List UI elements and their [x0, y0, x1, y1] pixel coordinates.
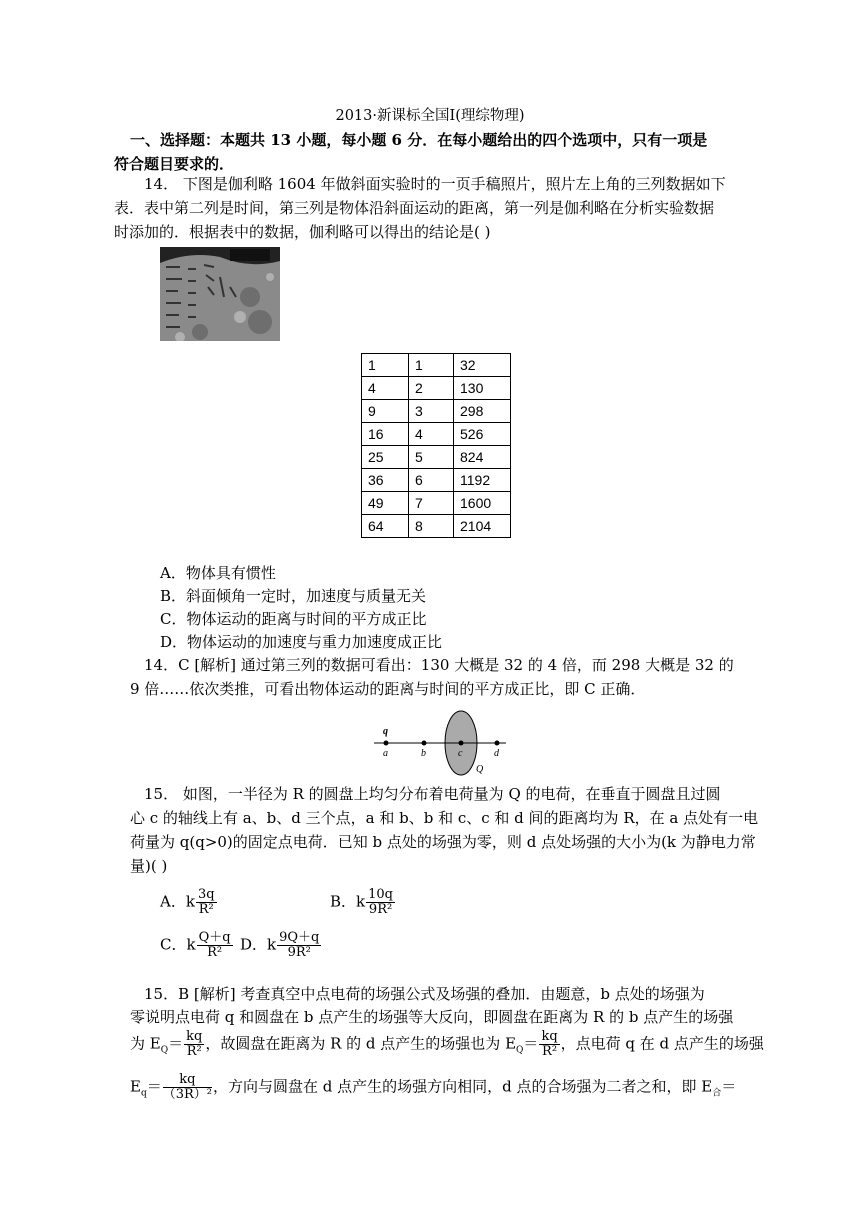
q14-option-b: B．斜面倾角一定时，加速度与质量无关 — [160, 587, 427, 605]
table-cell: 16 — [362, 423, 409, 446]
table-cell: 5 — [409, 446, 454, 469]
table-cell: 49 — [362, 492, 409, 515]
q15-line2: 心 c 的轴线上有 a、b、d 三个点，a 和 b、b 和 c、c 和 d 间的距离均为 R，在 a 点处有一电 — [130, 809, 759, 827]
q14-option-d: D．物体运动的加速度与重力加速度成正比 — [160, 633, 443, 651]
table-cell: 130 — [454, 377, 511, 400]
table-cell: 7 — [409, 492, 454, 515]
table-cell: 526 — [454, 423, 511, 446]
label-q: q — [383, 726, 388, 737]
table-cell: 1192 — [454, 469, 511, 492]
table-cell: 64 — [362, 515, 409, 538]
table-row — [362, 423, 511, 446]
table-cell: 2 — [409, 377, 454, 400]
q14-option-c: C．物体运动的距离与时间的平方成正比 — [160, 610, 427, 628]
table-row — [362, 354, 511, 377]
section-header-line1: 一、选择题：本题共 13 小题，每小题 6 分．在每小题给出的四个选项中，只有一项是 — [130, 131, 708, 149]
table-cell: 3 — [409, 400, 454, 423]
q15-line3: 荷量为 q(q>0)的固定点电荷．已知 b 点处的场强为零，则 d 点处场强的大小为(k 为静电力常 — [130, 833, 756, 851]
table-cell: 25 — [362, 446, 409, 469]
q14-line2: 表．表中第二列是时间，第三列是物体沿斜面运动的距离，第一列是伽利略在分析实验数据 — [114, 199, 715, 217]
label-d: d — [494, 748, 499, 759]
table-cell: 1 — [409, 354, 454, 377]
q15-option-d: D．k $\frac{9Q+q}{\text{9R²}}$ — [240, 930, 320, 960]
q14-line1: 14． 下图是伽利略 1604 年做斜面实验时的一页手稿照片，照片左上角的三列数据如下 — [144, 175, 726, 193]
q15-option-b: B．k $\frac{10q}{\text{9R²}}$ — [330, 887, 393, 917]
table-cell: 36 — [362, 469, 409, 492]
table-row — [362, 377, 511, 400]
q14-answer-line1: 14．C [解析] 通过第三列的数据可看出：130 大概是 32 的 4 倍，而 298 大概是 32 的 — [144, 656, 734, 674]
q14-option-a: A．物体具有惯性 — [160, 564, 276, 582]
q15-answer-line1: 15．B [解析] 考查真空中点电荷的场强公式及场强的叠加．由题意，b 点处的场强为 — [144, 985, 705, 1003]
label-Q: Q — [476, 764, 484, 775]
q15-line1: 15． 如图，一半径为 R 的圆盘上均匀分布着电荷量为 Q 的电荷，在垂直于圆盘且过圆 — [144, 785, 721, 803]
manuscript-photo — [160, 247, 280, 341]
table-cell: 1 — [362, 354, 409, 377]
q15-answer-line4: $E_q=$ $\frac{kq}{\text{（3R）²}}$ ，方向与圆盘在 d 点产生的场强方向相同，d 点的合场强为二者之和，即 $E_合=$ — [130, 1072, 737, 1102]
table-cell: 1600 — [454, 492, 511, 515]
label-c: c — [458, 748, 463, 759]
q15-answer-line3: 为 $E_Q=$ $\frac{kq}{\text{R²}}$ ，故圆盘在距离为 R 的 d 点产生的场强也为 $E_Q=$ $\frac{kq}{\text{R²}}$ ，点电荷 q 在 d 点产生的场强 — [130, 1029, 764, 1059]
q14-answer-line2: 9 倍……依次类推，可看出物体运动的距离与时间的平方成正比，即 C 正确． — [130, 680, 646, 698]
q15-answer-line2: 零说明点电荷 q 和圆盘在 b 点产生的场强等大反向，即圆盘在距离为 R 的 b 点产生的场强 — [130, 1008, 734, 1026]
table-row — [362, 515, 511, 538]
q15-line4: 量)( ) — [130, 857, 168, 875]
table-cell: 8 — [409, 515, 454, 538]
table-row — [362, 469, 511, 492]
q15-option-c: C．k $\frac{Q+q}{\text{R²}}$ — [160, 930, 231, 960]
q14-line3: 时添加的．根据表中的数据，伽利略可以得出的结论是( ) — [114, 223, 491, 241]
table-cell: 2104 — [454, 515, 511, 538]
table-cell: 4 — [409, 423, 454, 446]
table-row — [362, 400, 511, 423]
table-cell: 6 — [409, 469, 454, 492]
label-b: b — [421, 748, 426, 759]
data-table — [361, 353, 511, 538]
section-header-line2: 符合题目要求的． — [114, 155, 235, 173]
table-cell: 4 — [362, 377, 409, 400]
table-cell: 9 — [362, 400, 409, 423]
q15-option-a: A．k $\frac{3q}{\text{R²}}$ — [160, 887, 215, 917]
table-cell: 824 — [454, 446, 511, 469]
page-title: 2013·新课标全国Ⅰ(理综物理) — [335, 108, 525, 124]
table-row — [362, 492, 511, 515]
disc-figure — [370, 704, 510, 776]
table-cell: 32 — [454, 354, 511, 377]
table-row — [362, 446, 511, 469]
label-a: a — [383, 748, 388, 759]
table-cell: 298 — [454, 400, 511, 423]
